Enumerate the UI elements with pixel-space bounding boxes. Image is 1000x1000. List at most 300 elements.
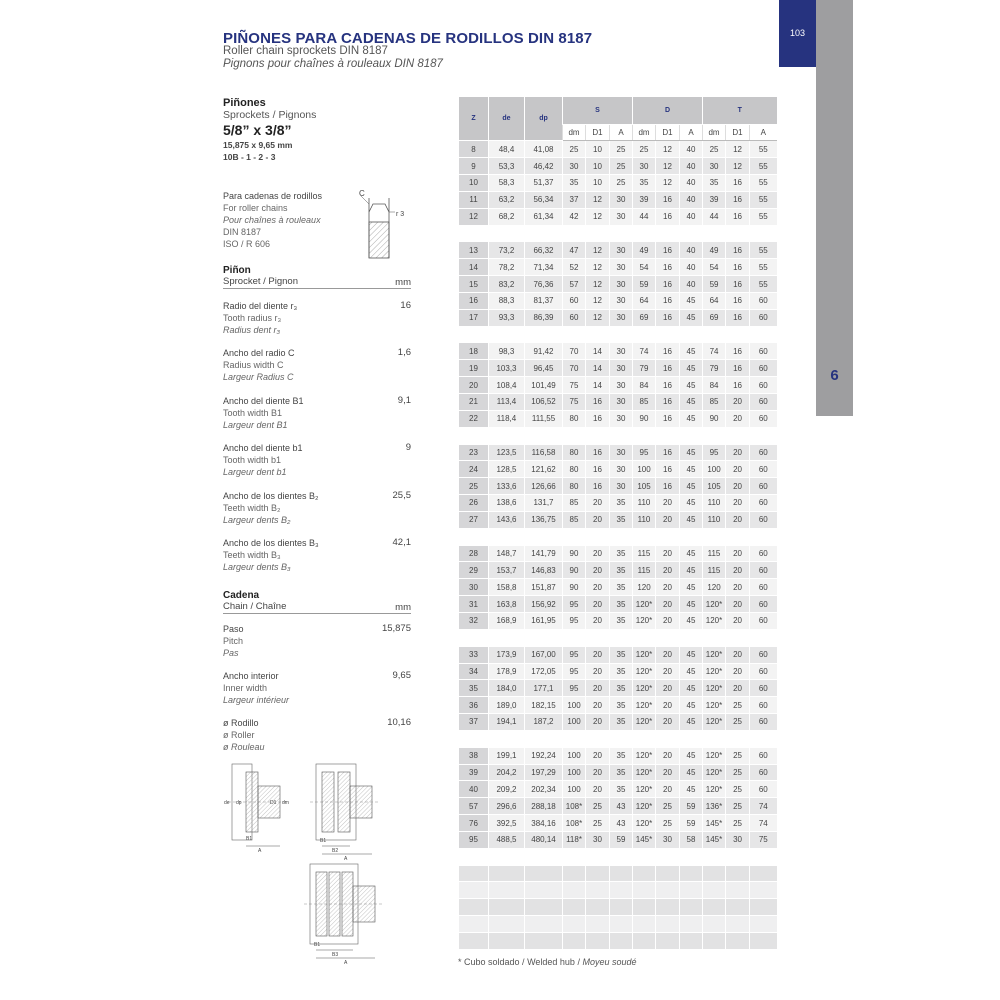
table-cell: 16: [726, 259, 750, 276]
sprocket-section-subtitle: Sprocket / Pignon: [223, 276, 298, 287]
param-teeth-width-b2: [223, 490, 411, 526]
table-cell: 60: [750, 545, 777, 562]
table-cell: 120*: [633, 697, 656, 714]
table-cell: 30: [563, 158, 586, 175]
table-cell: 17: [459, 309, 489, 326]
table-cell: 32: [459, 612, 489, 629]
table-cell: 25: [610, 158, 633, 175]
table-cell: 20: [586, 663, 610, 680]
param-label-en: Teeth width B₂: [223, 503, 281, 513]
table-cell: 10: [586, 158, 610, 175]
table-cell: 12: [586, 191, 610, 208]
table-cell: [726, 865, 750, 882]
table-cell: [525, 629, 563, 646]
table-cell: 20: [726, 394, 750, 411]
table-cell: 95: [563, 663, 586, 680]
table-spacer-row: [459, 916, 777, 933]
sprocket-unit: mm: [395, 277, 411, 288]
table-row: [459, 377, 777, 394]
table-cell: 60: [750, 377, 777, 394]
param-teeth-width-b3: [223, 537, 411, 573]
table-cell: 60: [750, 562, 777, 579]
table-cell: 120*: [703, 781, 726, 798]
col-group-s: S: [563, 97, 633, 124]
table-row: [459, 360, 777, 377]
table-cell: 90: [563, 579, 586, 596]
param-label-en: Inner width: [223, 683, 268, 693]
table-cell: 84: [633, 377, 656, 394]
table-cell: 64: [633, 292, 656, 309]
table-spacer-row: [459, 865, 777, 882]
table-cell: 108,4: [489, 377, 525, 394]
table-cell: [726, 848, 750, 865]
table-cell: 12: [586, 259, 610, 276]
table-cell: 25: [726, 798, 750, 815]
table-cell: [656, 225, 680, 242]
table-cell: 20: [656, 511, 680, 528]
chain-unit: mm: [395, 602, 411, 613]
label-b1: B1: [314, 942, 321, 948]
table-cell: [610, 899, 633, 916]
table-cell: 182,15: [525, 697, 563, 714]
table-cell: 20: [726, 663, 750, 680]
table-cell: 40: [680, 259, 703, 276]
param-label-fr: Largeur Radius C: [223, 372, 294, 382]
table-cell: [750, 326, 777, 343]
table-spacer-row: [459, 882, 777, 899]
table-cell: 16: [726, 360, 750, 377]
table-cell: [563, 848, 586, 865]
table-cell: 16: [656, 360, 680, 377]
table-cell: 55: [750, 175, 777, 192]
param-label-es: Ancho de los dientes B₂: [223, 491, 319, 501]
table-cell: 44: [633, 208, 656, 225]
table-row: [459, 747, 777, 764]
table-cell: 20: [656, 579, 680, 596]
table-cell: 55: [750, 158, 777, 175]
table-cell: 30: [610, 208, 633, 225]
table-cell: [563, 899, 586, 916]
table-cell: [633, 730, 656, 747]
table-row: [459, 815, 777, 832]
table-cell: 85: [633, 394, 656, 411]
table-cell: 79: [633, 360, 656, 377]
table-cell: 35: [459, 680, 489, 697]
table-cell: 30: [656, 831, 680, 848]
param-label-es: Ancho del diente b1: [223, 443, 303, 453]
table-row: [459, 781, 777, 798]
table-cell: [563, 882, 586, 899]
table-row: [459, 141, 777, 158]
table-cell: [750, 882, 777, 899]
table-cell: 45: [680, 680, 703, 697]
table-cell: 45: [680, 360, 703, 377]
label-dp: dp: [236, 800, 242, 806]
param-label-fr: Radius dent r₃: [223, 325, 281, 335]
table-cell: [703, 848, 726, 865]
table-cell: 74: [633, 343, 656, 360]
table-cell: 95: [459, 831, 489, 848]
table-cell: [656, 629, 680, 646]
table-cell: [680, 882, 703, 899]
table-cell: 12: [586, 242, 610, 259]
table-cell: 20: [656, 714, 680, 731]
table-cell: 68,2: [489, 208, 525, 225]
table-cell: [525, 916, 563, 933]
table-cell: 55: [750, 208, 777, 225]
table-cell: 90: [703, 410, 726, 427]
table-cell: 20: [656, 596, 680, 613]
table-cell: 86,39: [525, 309, 563, 326]
table-cell: 45: [680, 781, 703, 798]
table-cell: 25: [726, 781, 750, 798]
table-cell: 108*: [563, 798, 586, 815]
table-cell: 60: [750, 579, 777, 596]
table-cell: 35: [703, 175, 726, 192]
table-cell: [703, 629, 726, 646]
table-cell: 30: [610, 292, 633, 309]
table-cell: [563, 933, 586, 950]
table-cell: [726, 933, 750, 950]
table-cell: 78,2: [489, 259, 525, 276]
table-cell: 58: [680, 831, 703, 848]
table-cell: 14: [459, 259, 489, 276]
table-cell: [525, 848, 563, 865]
page-number: 103: [789, 28, 806, 38]
table-cell: 45: [680, 444, 703, 461]
table-cell: 28: [459, 545, 489, 562]
table-cell: 172,05: [525, 663, 563, 680]
table-cell: 25: [563, 141, 586, 158]
table-cell: 20: [726, 612, 750, 629]
table-cell: 20: [586, 697, 610, 714]
table-cell: [703, 326, 726, 343]
table-cell: 35: [610, 646, 633, 663]
table-cell: [680, 427, 703, 444]
table-cell: [750, 933, 777, 950]
table-cell: [656, 899, 680, 916]
table-cell: 20: [586, 680, 610, 697]
table-cell: [703, 933, 726, 950]
table-cell: 40: [680, 276, 703, 293]
param-label-fr: Largeur dent b1: [223, 467, 287, 477]
table-cell: [489, 528, 525, 545]
table-cell: 55: [750, 242, 777, 259]
table-cell: 75: [563, 377, 586, 394]
table-cell: 60: [750, 781, 777, 798]
table-cell: 120*: [633, 781, 656, 798]
label-a: A: [258, 848, 262, 854]
table-cell: [525, 528, 563, 545]
table-cell: 136,75: [525, 511, 563, 528]
table-header-row: [459, 97, 777, 124]
table-cell: 20: [586, 747, 610, 764]
table-cell: 167,00: [525, 646, 563, 663]
table-cell: 120*: [633, 714, 656, 731]
table-cell: [489, 899, 525, 916]
footnote: * Cubo soldado / Welded hub / Moyeu soudé: [458, 957, 637, 967]
table-cell: 120*: [703, 747, 726, 764]
chain-param-roller: [223, 717, 411, 753]
table-cell: [489, 326, 525, 343]
label-b1: B1: [246, 836, 253, 842]
table-cell: 20: [726, 596, 750, 613]
table-cell: [656, 933, 680, 950]
table-cell: 35: [563, 175, 586, 192]
table-cell: 16: [656, 259, 680, 276]
table-cell: [633, 899, 656, 916]
table-cell: 75: [563, 394, 586, 411]
table-cell: 35: [610, 714, 633, 731]
table-cell: 64: [703, 292, 726, 309]
table-cell: 35: [610, 511, 633, 528]
table-cell: 25: [656, 815, 680, 832]
table-cell: 16: [656, 444, 680, 461]
table-cell: 120*: [703, 697, 726, 714]
table-cell: [750, 730, 777, 747]
table-cell: 60: [750, 680, 777, 697]
table-cell: 96,45: [525, 360, 563, 377]
table-cell: 30: [703, 158, 726, 175]
table-cell: [525, 865, 563, 882]
table-cell: 36: [459, 697, 489, 714]
table-cell: 480,14: [525, 831, 563, 848]
table-cell: 120*: [633, 764, 656, 781]
table-cell: 16: [726, 242, 750, 259]
table-cell: 91,42: [525, 343, 563, 360]
table-cell: 40: [459, 781, 489, 798]
table-cell: 118*: [563, 831, 586, 848]
table-cell: 25: [656, 798, 680, 815]
table-row: [459, 309, 777, 326]
table-cell: 20: [656, 697, 680, 714]
table-cell: 60: [750, 292, 777, 309]
param-label-fr: Largeur dent B1: [223, 420, 288, 430]
table-row: [459, 444, 777, 461]
footnote-en: Welded hub: [527, 957, 575, 967]
product-dims: 15,875 x 9,65 mm: [223, 140, 293, 150]
table-cell: 18: [459, 343, 489, 360]
sprocket-section-title: Piñon: [223, 265, 251, 276]
table-cell: 14: [586, 360, 610, 377]
table-cell: 16: [656, 309, 680, 326]
table-cell: 43: [610, 815, 633, 832]
suitability-fr: Pour chaînes à rouleaux: [223, 215, 321, 225]
table-cell: 108*: [563, 815, 586, 832]
table-cell: [726, 916, 750, 933]
table-cell: 95: [563, 646, 586, 663]
subheader-cell: D1: [726, 124, 750, 141]
table-cell: 95: [563, 596, 586, 613]
table-cell: [633, 629, 656, 646]
table-cell: 60: [750, 714, 777, 731]
table-cell: 105: [633, 478, 656, 495]
table-cell: 118,4: [489, 410, 525, 427]
param-label-fr: Largeur dents B₂: [223, 515, 291, 525]
table-cell: 20: [586, 495, 610, 512]
subheader-cell: D1: [586, 124, 610, 141]
label-d1: D1: [270, 800, 277, 806]
table-cell: 20: [656, 545, 680, 562]
table-cell: 20: [726, 579, 750, 596]
sprocket-technical-drawings: [220, 760, 420, 965]
table-cell: 120*: [633, 663, 656, 680]
table-row: [459, 714, 777, 731]
product-header: [223, 97, 316, 162]
page-subtitle-en: Roller chain sprockets DIN 8187: [223, 45, 388, 57]
table-cell: [750, 916, 777, 933]
subheader-cell: A: [680, 124, 703, 141]
table-cell: [633, 326, 656, 343]
table-cell: [489, 629, 525, 646]
table-spacer-row: [459, 528, 777, 545]
table-row: [459, 562, 777, 579]
table-cell: 60: [750, 360, 777, 377]
table-cell: 20: [586, 764, 610, 781]
table-cell: 53,3: [489, 158, 525, 175]
table-cell: 46,42: [525, 158, 563, 175]
param-value: 16: [400, 300, 411, 311]
table-cell: 95: [563, 680, 586, 697]
table-cell: 54: [633, 259, 656, 276]
table-cell: 48,4: [489, 141, 525, 158]
table-cell: [726, 629, 750, 646]
table-cell: 123,5: [489, 444, 525, 461]
table-cell: [703, 225, 726, 242]
table-cell: 85: [563, 495, 586, 512]
param-label-en: ø Roller: [223, 730, 255, 740]
table-cell: 85: [703, 394, 726, 411]
table-cell: 30: [610, 242, 633, 259]
table-cell: 45: [680, 478, 703, 495]
param-value: 1,6: [397, 347, 411, 358]
table-cell: [525, 882, 563, 899]
table-row: [459, 276, 777, 293]
table-cell: 20: [586, 511, 610, 528]
table-cell: [586, 916, 610, 933]
table-cell: 120*: [703, 764, 726, 781]
table-cell: 120*: [633, 798, 656, 815]
table-cell: [656, 882, 680, 899]
table-cell: 16: [459, 292, 489, 309]
table-cell: 55: [750, 191, 777, 208]
table-cell: 20: [656, 562, 680, 579]
table-cell: 45: [680, 309, 703, 326]
table-cell: 19: [459, 360, 489, 377]
table-cell: 38: [459, 747, 489, 764]
table-cell: 45: [680, 764, 703, 781]
table-row: [459, 764, 777, 781]
table-cell: [610, 865, 633, 882]
param-label-fr: ø Rouleau: [223, 742, 265, 752]
table-cell: 16: [656, 276, 680, 293]
table-cell: 35: [610, 697, 633, 714]
product-codes: 10B - 1 - 2 - 3: [223, 152, 276, 162]
table-cell: 120*: [703, 663, 726, 680]
table-cell: 20: [586, 646, 610, 663]
label-b2: B2: [332, 848, 339, 854]
table-cell: 60: [750, 697, 777, 714]
subheader-cell: A: [750, 124, 777, 141]
table-cell: 192,24: [525, 747, 563, 764]
table-row: [459, 191, 777, 208]
table-cell: 148,7: [489, 545, 525, 562]
table-row: [459, 242, 777, 259]
table-cell: [726, 730, 750, 747]
table-cell: [726, 427, 750, 444]
table-cell: 25: [726, 815, 750, 832]
table-cell: 16: [726, 377, 750, 394]
table-cell: 60: [750, 747, 777, 764]
table-cell: [563, 528, 586, 545]
subheader-cell: dm: [563, 124, 586, 141]
table-cell: 120*: [633, 612, 656, 629]
table-cell: [750, 427, 777, 444]
suitability-iso: ISO / R 606: [223, 239, 271, 249]
col-group-t: T: [703, 97, 777, 124]
label-c: C: [359, 189, 365, 198]
table-cell: 120*: [633, 747, 656, 764]
table-cell: 168,9: [489, 612, 525, 629]
table-cell: 30: [459, 579, 489, 596]
table-cell: 488,5: [489, 831, 525, 848]
table-cell: 12: [586, 292, 610, 309]
table-cell: 45: [680, 697, 703, 714]
table-cell: [586, 865, 610, 882]
table-cell: [610, 326, 633, 343]
table-cell: 392,5: [489, 815, 525, 832]
footnote-fr: Moyeu soudé: [582, 957, 637, 967]
table-cell: 120*: [703, 596, 726, 613]
param-label-es: Ancho del diente B1: [223, 396, 304, 406]
table-cell: 55: [750, 141, 777, 158]
table-cell: 22: [459, 410, 489, 427]
table-cell: [680, 326, 703, 343]
table-cell: 60: [750, 646, 777, 663]
table-cell: 20: [656, 680, 680, 697]
table-cell: 35: [610, 612, 633, 629]
table-cell: 30: [610, 343, 633, 360]
table-cell: 120*: [633, 596, 656, 613]
param-tooth-width-b1: [223, 395, 411, 431]
simplex-drawing: [224, 764, 289, 854]
table-cell: 30: [726, 831, 750, 848]
table-cell: 20: [586, 596, 610, 613]
table-cell: 23: [459, 444, 489, 461]
label-a: A: [344, 960, 348, 965]
table-cell: 177,1: [525, 680, 563, 697]
table-cell: 16: [586, 478, 610, 495]
table-cell: 90: [563, 562, 586, 579]
table-cell: 25: [610, 175, 633, 192]
table-cell: [680, 730, 703, 747]
table-cell: 384,16: [525, 815, 563, 832]
col-dp: dp: [525, 97, 563, 141]
table-cell: 35: [610, 596, 633, 613]
table-cell: [633, 882, 656, 899]
table-cell: 35: [610, 764, 633, 781]
table-cell: 59: [680, 798, 703, 815]
table-cell: 25: [459, 478, 489, 495]
table-cell: 35: [610, 495, 633, 512]
table-cell: 20: [726, 545, 750, 562]
table-cell: [680, 899, 703, 916]
table-cell: 57: [459, 798, 489, 815]
table-cell: 55: [750, 276, 777, 293]
table-cell: 35: [610, 545, 633, 562]
table-cell: 60: [750, 663, 777, 680]
table-cell: [586, 848, 610, 865]
